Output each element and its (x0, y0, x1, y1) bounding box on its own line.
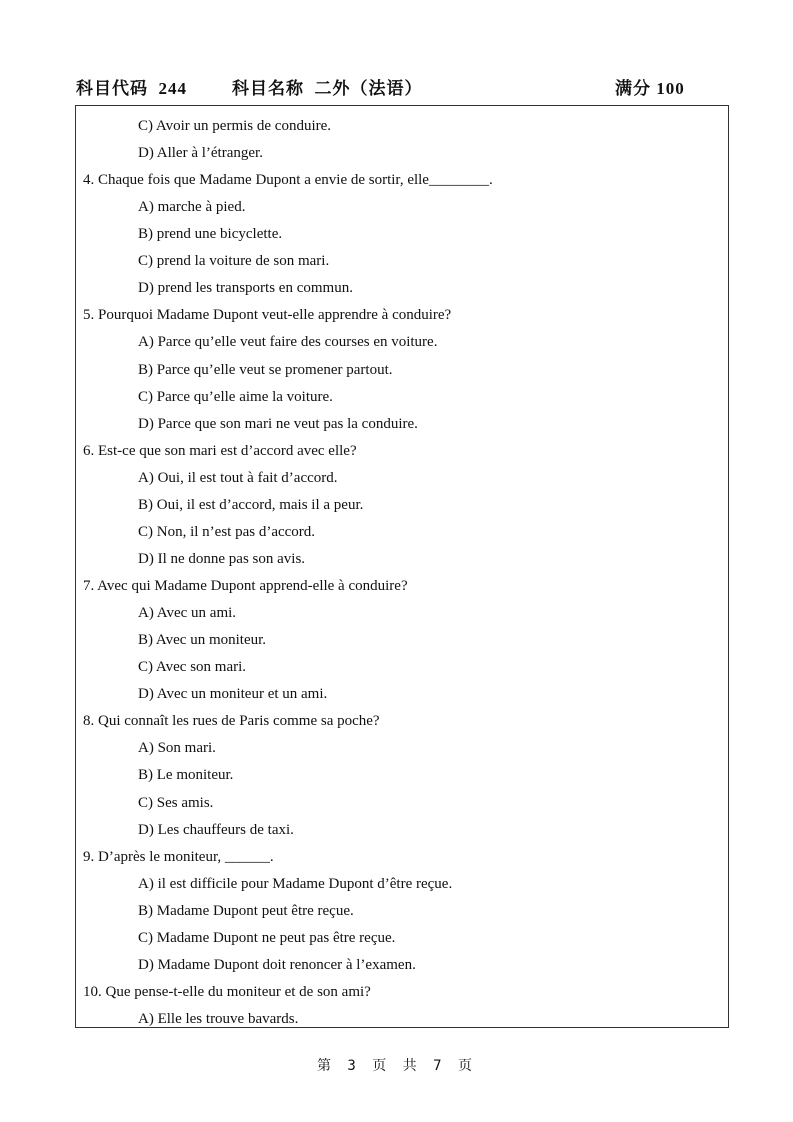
answer-option: B) Le moniteur. (138, 767, 234, 784)
answer-option: C) Ses amis. (138, 794, 214, 811)
answer-option: D) Madame Dupont doit renoncer à l’examen. (138, 956, 416, 973)
answer-option: A) Avec un ami. (138, 605, 237, 622)
question-text: 10. Que pense-t-elle du moniteur et de son ami? (83, 983, 371, 1000)
answer-option: A) Son mari. (138, 740, 216, 757)
question-text: 7. Avec qui Madame Dupont apprend-elle à conduire? (83, 578, 408, 595)
subject-code-label: 科目代码 (76, 79, 148, 98)
subject-code (76, 74, 187, 99)
answer-option: B) prend une bicyclette. (138, 226, 283, 243)
subject-name-value: 二外（法语） (314, 79, 423, 98)
page-number: 第 3 页 共 7 页 (316, 1058, 476, 1074)
answer-option: C) Non, il n’est pas d’accord. (138, 523, 316, 540)
question-text: 9. D’après le moniteur, ______. (83, 848, 274, 865)
answer-option: B) Oui, il est d’accord, mais il a peur. (138, 496, 364, 513)
answer-option: C) Avoir un permis de conduire. (138, 118, 332, 134)
answer-option: D) Les chauffeurs de taxi. (138, 821, 294, 838)
answer-option: A) Parce qu’elle veut faire des courses en voiture. (138, 334, 438, 351)
answer-option: C) Avec son mari. (138, 659, 247, 676)
answer-option: D) prend les transports en commun. (138, 280, 353, 297)
answer-option: B) Avec un moniteur. (138, 632, 267, 649)
answer-option: D) Il ne donne pas son avis. (138, 550, 306, 567)
full-score-value: 100 (656, 79, 685, 98)
answer-option: C) prend la voiture de son mari. (138, 253, 330, 270)
answer-option: D) Aller à l’étranger. (138, 145, 263, 162)
subject-name (232, 74, 423, 99)
question-text: 4. Chaque fois que Madame Dupont a envie de sortir, elle________. (83, 172, 493, 189)
question-text: 6. Est-ce que son mari est d’accord avec elle? (83, 442, 357, 459)
answer-option: C) Madame Dupont ne peut pas être reçue. (138, 929, 396, 946)
answer-option: B) Parce qu’elle veut se promener partout. (138, 361, 393, 378)
full-score-label: 满分 (615, 79, 651, 98)
answer-option: A) il est difficile pour Madame Dupont d’être reçue. (138, 875, 453, 892)
question-text: 5. Pourquoi Madame Dupont veut-elle apprendre à conduire? (83, 307, 452, 324)
question-box (75, 105, 729, 1028)
question-text: 8. Qui connaît les rues de Paris comme sa poche? (83, 713, 380, 730)
answer-option: B) Madame Dupont peut être reçue. (138, 902, 354, 919)
subject-name-label: 科目名称 (232, 79, 304, 98)
answer-option: D) Avec un moniteur et un ami. (138, 686, 328, 703)
answer-option: A) Oui, il est tout à fait d’accord. (138, 469, 338, 486)
answer-option: A) Elle les trouve bavards. (138, 1010, 299, 1027)
full-score (615, 74, 685, 99)
answer-option: A) marche à pied. (138, 199, 246, 216)
subject-code-value: 244 (158, 79, 187, 98)
answer-option: C) Parce qu’elle aime la voiture. (138, 388, 333, 405)
answer-option: D) Parce que son mari ne veut pas la conduire. (138, 415, 418, 432)
